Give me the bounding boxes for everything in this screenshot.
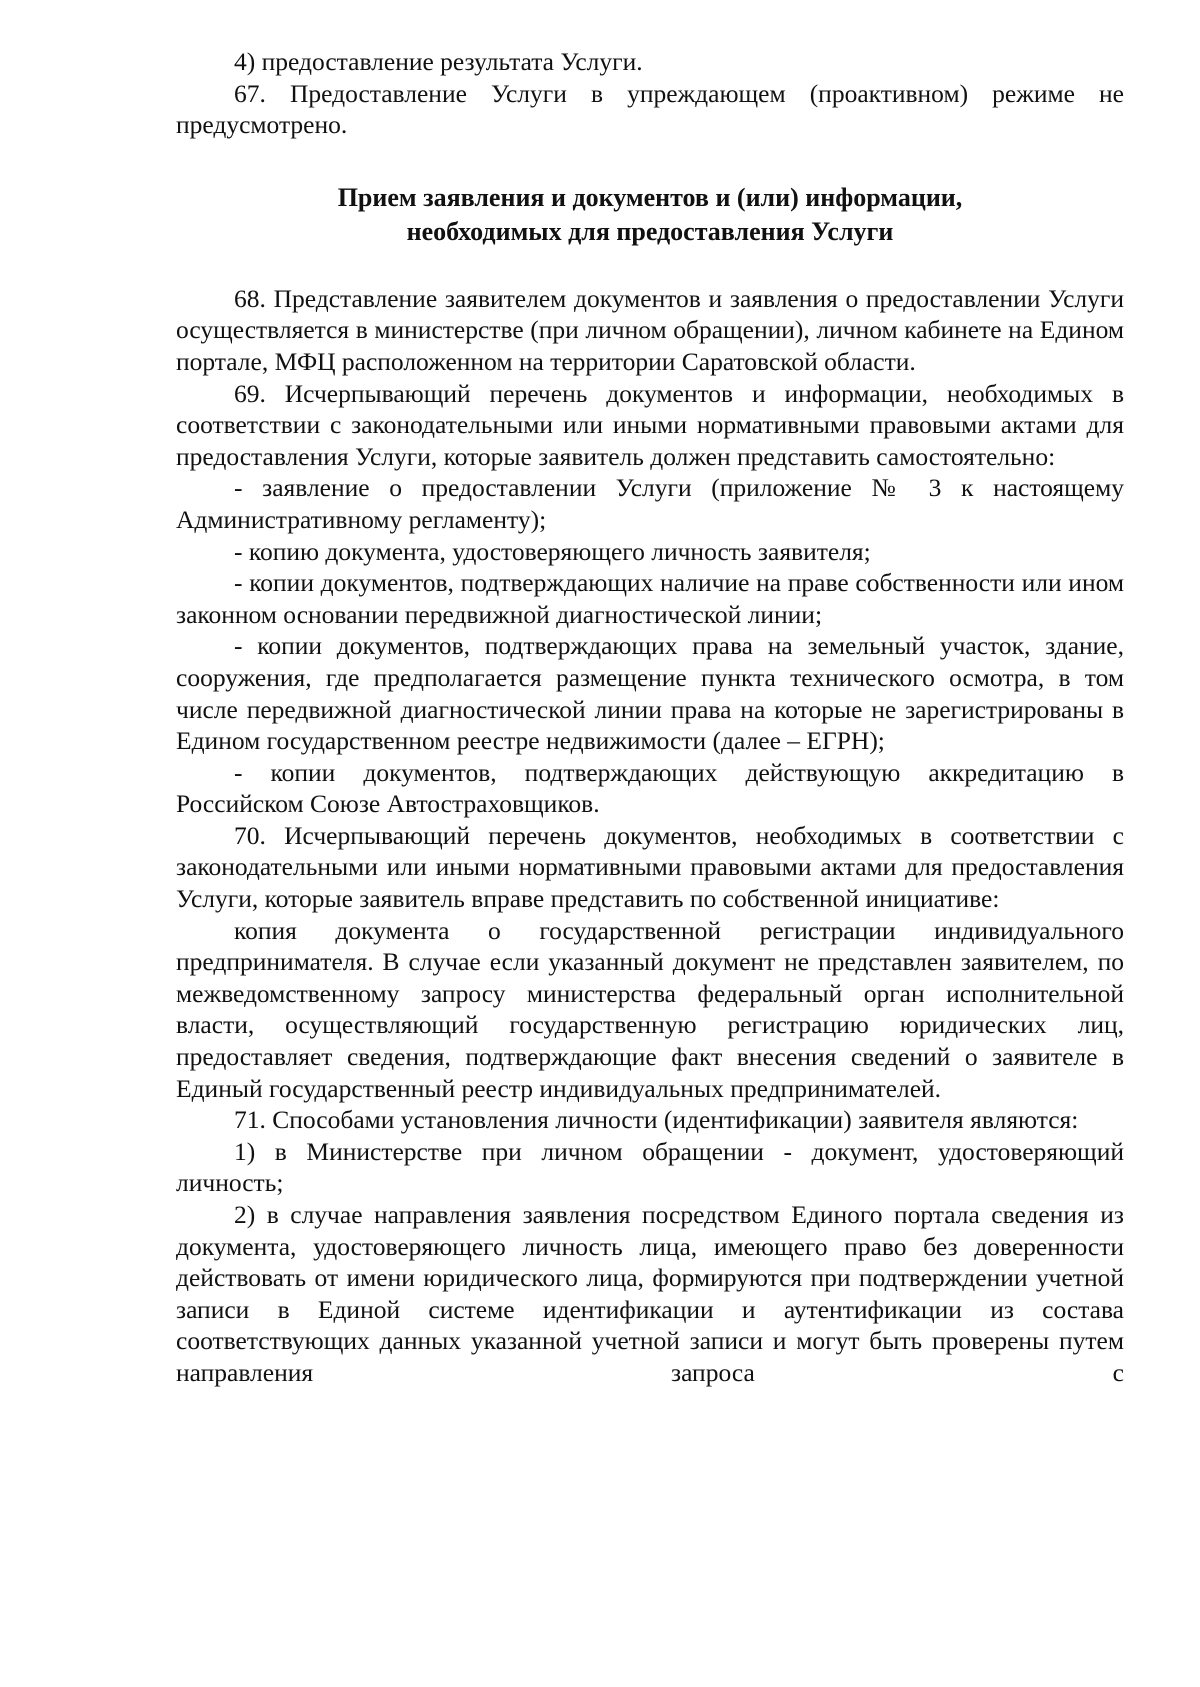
document-body [176,46,1124,1389]
paragraph-67: 67. Предоставление Услуги в упреждающем (проактивном) режиме не предусмотрено. [176,78,1124,140]
list-item-land-rights-copies: - копии документов, подтверждающих права на земельный участок, здание, сооружения, где предполагается размещение пункта технического осмотра, в том числе передвижной диагностической линии права на которые не зарегистрированы в Едином государственном реестре недвижимости (далее – ЕГРН); [176,631,1124,756]
paragraph-68: 68. Представление заявителем документов и заявления о предоставлении Услуги осуществляется в министерстве (при личном обращении), личном кабинете на Едином портале, МФЦ расположенном на территории Саратовской области. [176,283,1124,376]
section-heading [176,181,1124,249]
list-item-identification-1: 1) в Министерстве при личном обращении - документ, удостоверяющий личность; [176,1136,1124,1198]
paragraph-71: 71. Способами установления личности (идентификации) заявителя являются: [234,1105,1079,1135]
list-item-accreditation-copies: - копии документов, подтверждающих действующую аккредитацию в Российском Союзе Автостраховщиков. [176,757,1124,819]
paragraph-registration-copy: копия документа о государственной регистрации индивидуального предпринимателя. В случае если указанный документ не представлен заявителем, по межведомственному запросу министерства федеральный орган исполнительной власти, осуществляющий государственную регистрацию юридических лиц, предоставляет сведения, подтверждающие факт внесения сведений о заявителе в Единый государственный реестр индивидуальных предпринимателей. [176,915,1124,1103]
list-item-identity-copy: - копию документа, удостоверяющего личность заявителя; [234,536,871,566]
list-item-identification-2: 2) в случае направления заявления посредством Единого портала сведения из документа, удостоверяющего личность лица, имеющего право без доверенности действовать от имени юридического лица, формируются при подтверждении учетной записи в Единой системе идентификации и аутентификации из состава соответствующих данных указанной учетной записи и могут быть проверены путем направления запроса с [176,1200,1124,1387]
paragraph-70: 70. Исчерпывающий перечень документов, необходимых в соответствии с законодательными или иными нормативными правовыми актами для предоставления Услуги, которые заявитель вправе представить по собственной инициативе: [176,820,1124,914]
paragraph-69: 69. Исчерпывающий перечень документов и информации, необходимых в соответствии с законодательными или иными нормативными правовыми актами для предоставления Услуги, которые заявитель должен представить самостоятельно: [176,378,1124,471]
section-heading-line-1: Прием заявления и документов и (или) информации, [337,182,963,212]
list-item-ownership-copies: - копии документов, подтверждающих наличие на праве собственности или ином законном основании передвижной диагностической линии; [176,568,1124,629]
paragraph-item-4: 4) предоставление результата Услуги. [234,47,643,76]
section-heading-line-2: необходимых для предоставления Услуги [406,216,894,246]
list-item-application: - заявление о предоставлении Услуги (приложение № 3 к настоящему Административному регламенту); [176,473,1124,534]
